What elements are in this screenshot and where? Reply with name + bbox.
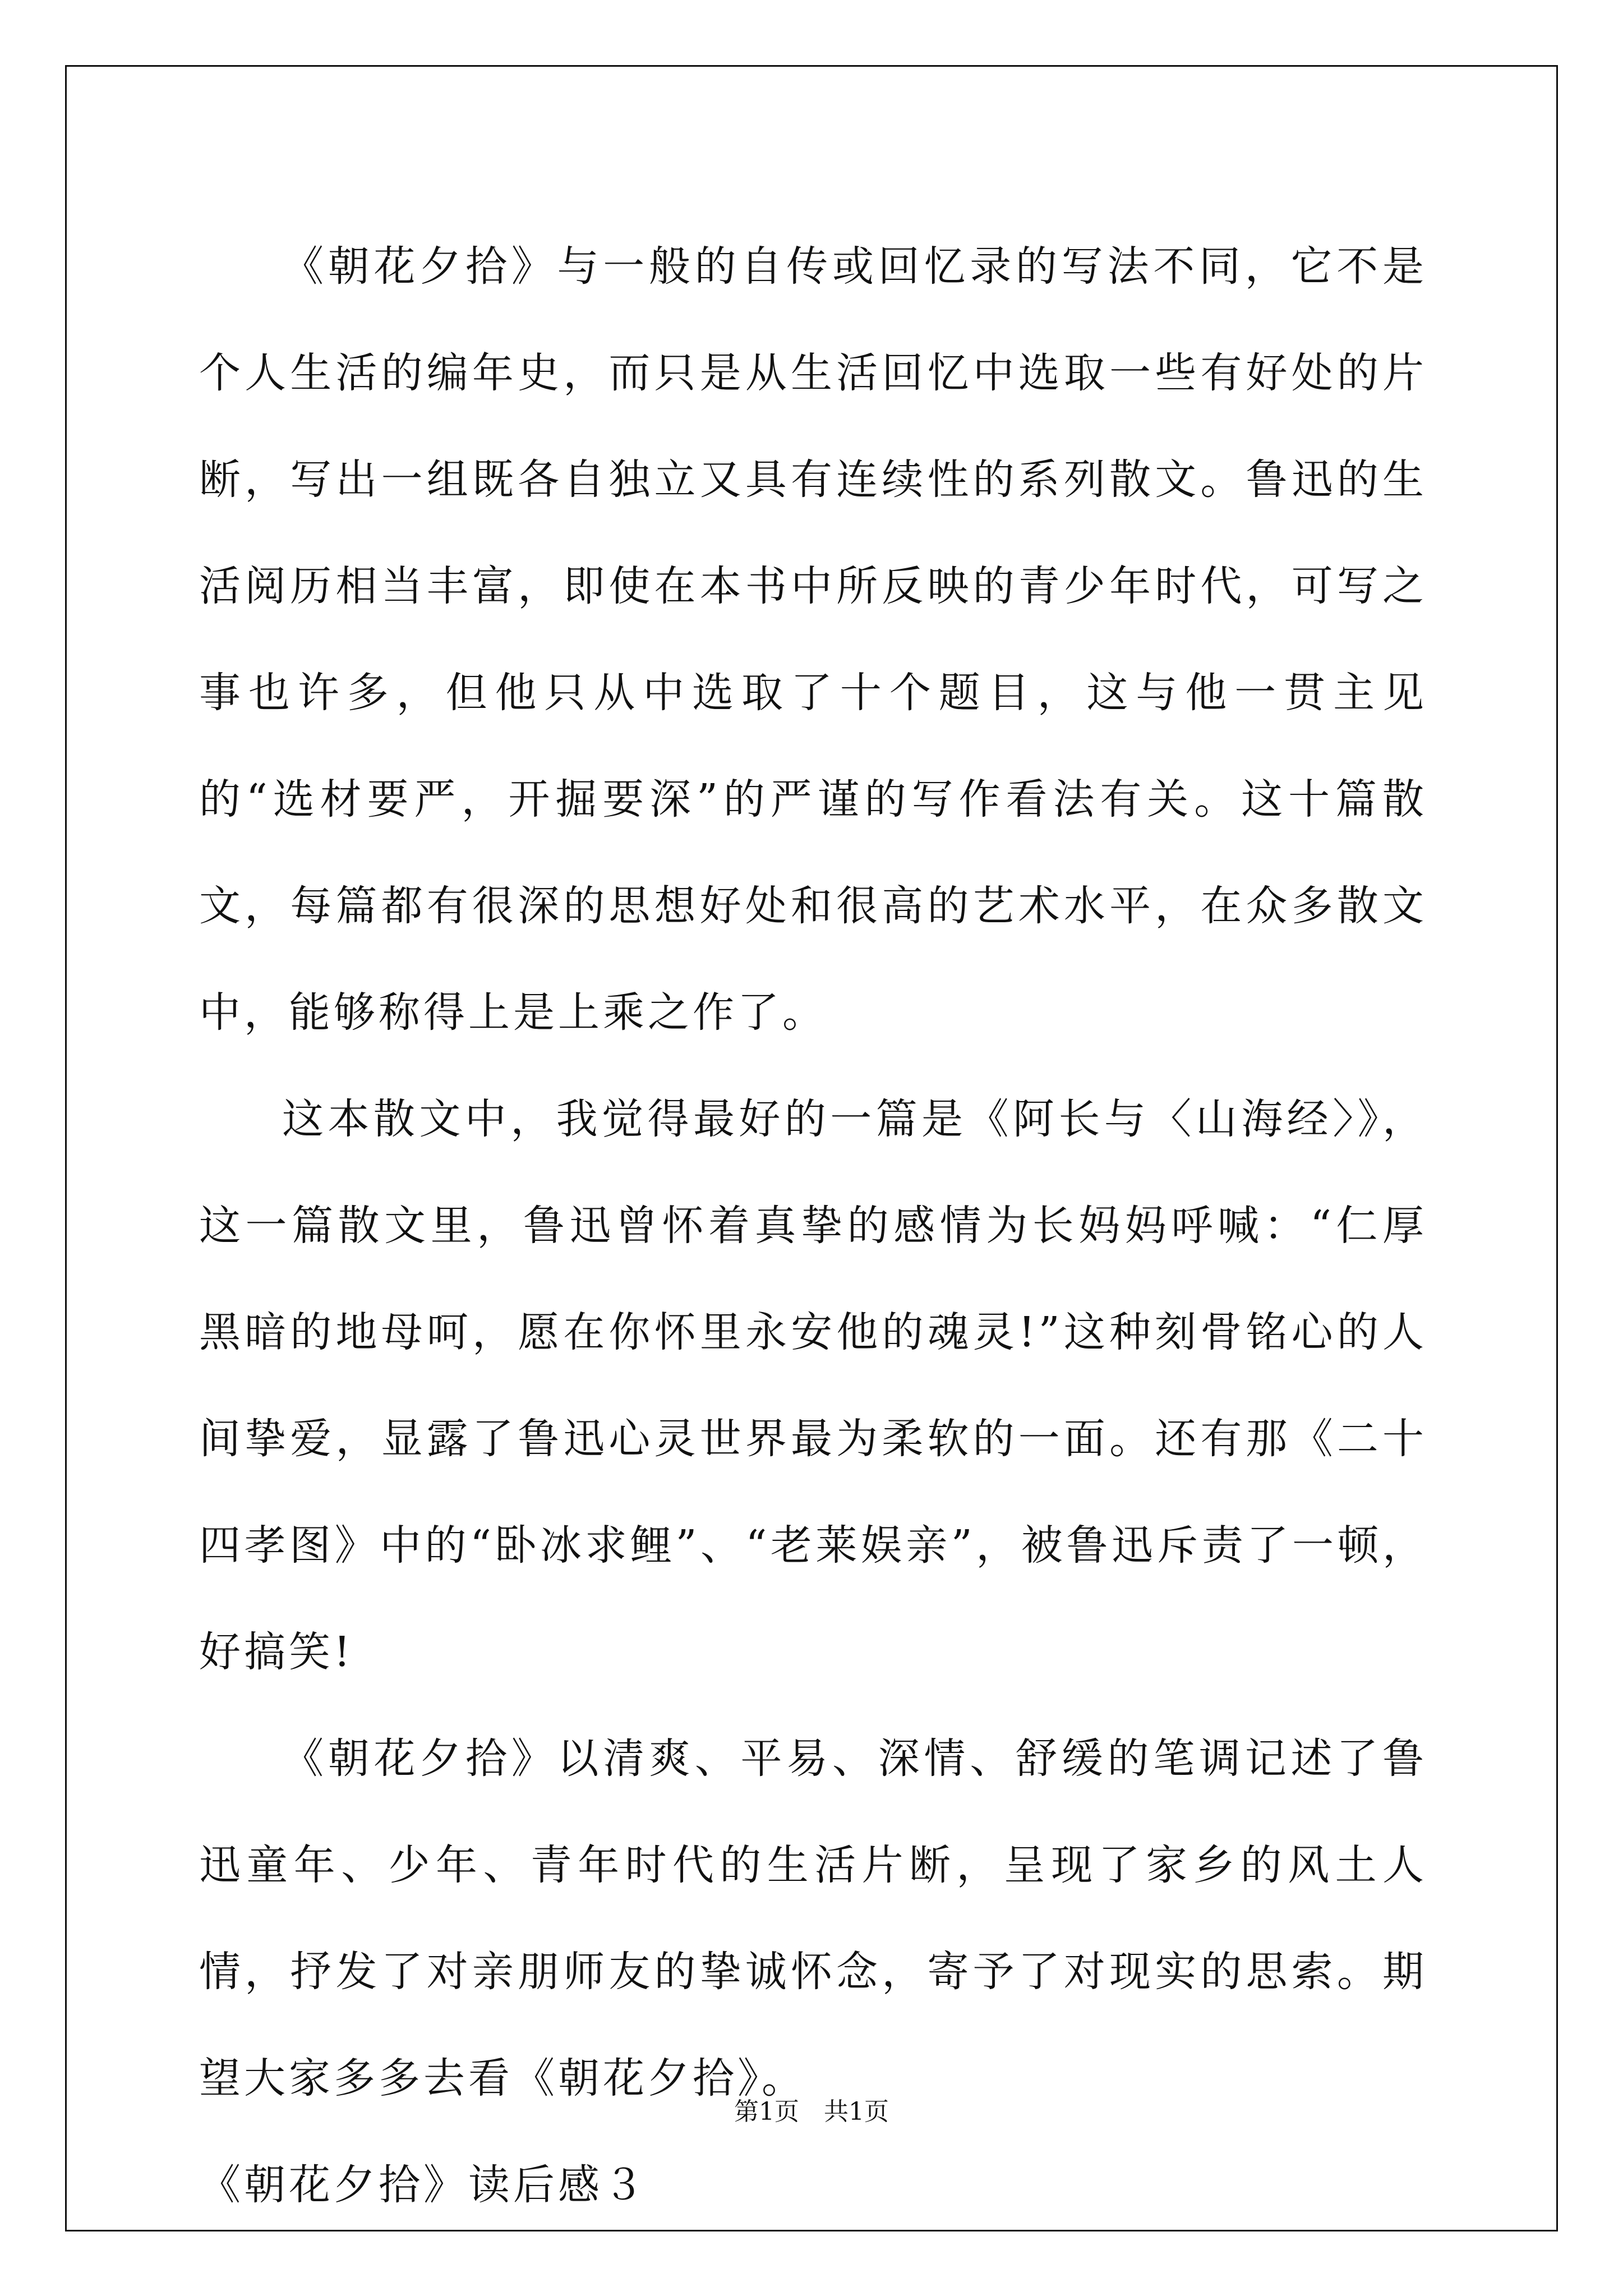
document-body [199,213,1427,2238]
paragraph-2: 这本散文中，我觉得最好的一篇是《阿长与〈山海经〉》，这一篇散文里，鲁迅曾怀着真挚的感情为长妈妈呼喊：“仁厚黑暗的地母呵，愿在你怀里永安他的魂灵!”这种刻骨铭心的人间挚爱，显露了鲁迅心灵世界最为柔软的一面。还有那《二十四孝图》中的“卧冰求鲤”、“老莱娱亲”，被鲁迅斥责了一顿，好搞笑! [199,1095,1427,1676]
page-number: 第1页 [734,2097,799,2126]
page-total: 共1页 [824,2097,889,2126]
paragraph-3: 《朝花夕拾》以清爽、平易、深情、舒缓的笔调记述了鲁迅童年、少年、青年时代的生活片断，呈现了家乡的风土人情，抒发了对亲朋师友的挚诚怀念，寄予了对现实的思索。期望大家多多去看《朝花夕拾》。 [199,1734,1427,2102]
section-heading: 《朝花夕拾》读后感３ [199,2161,648,2209]
paragraph-1: 《朝花夕拾》与一般的自传或回忆录的写法不同，它不是个人生活的编年史，而只是从生活回忆中选取一些有好处的片断，写出一组既各自独立又具有连续性的系列散文。鲁迅的生活阅历相当丰富，即使在本书中所反映的青少年时代，可写之事也许多，但他只从中选取了十个题目，这与他一贯主见的“选材要严，开掘要深”的严谨的写作看法有关。这十篇散文，每篇都有很深的思想好处和很高的艺术水平，在众多散文中，能够称得上是上乘之作了。 [199,242,1427,1037]
page-footer [0,2091,1623,2127]
